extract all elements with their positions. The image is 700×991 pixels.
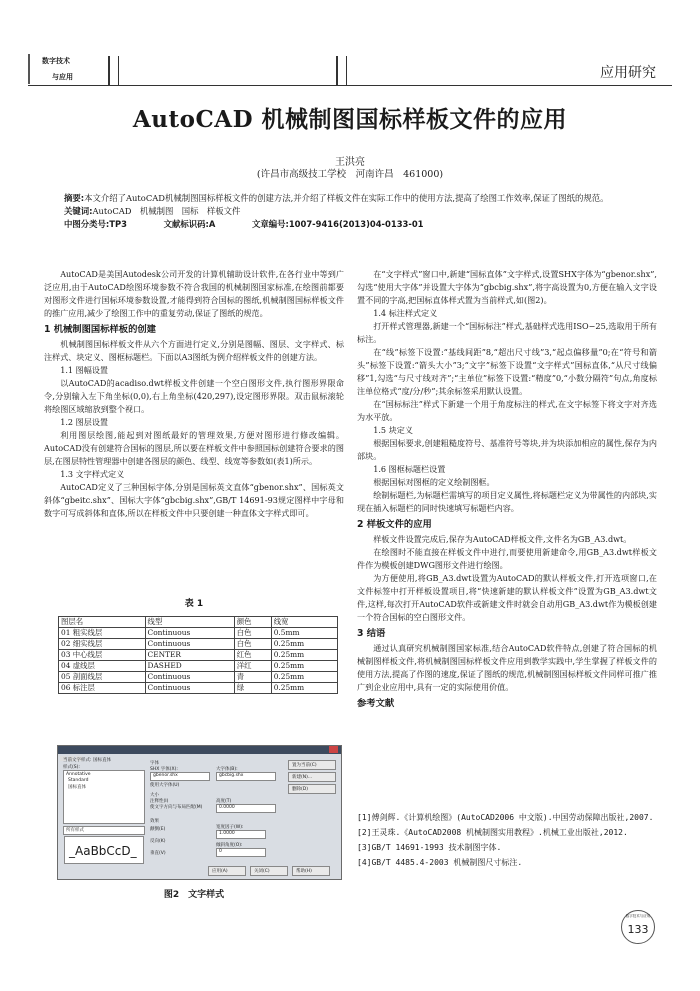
width-factor-value: 1.0000: [219, 831, 235, 836]
paragraph: 利用图层绘图,能起到对图纸最好的管理效果,方便对图形进行修改编辑。AutoCAD没有创建符合国标的图层,所以要在样板文件中参照国标创建符合要求的图层,在图层特性管理器中创建各图层的颜色、线型、线宽等参数如(表1)所示。: [44, 430, 344, 466]
style-item: 国标直体: [68, 785, 86, 790]
width-factor-label: 宽度因子(W):: [216, 825, 244, 830]
big-font-value: gbcbig.shx: [219, 773, 244, 778]
set-current-button: [288, 760, 336, 770]
subsection-heading: 1.6 图框标题栏设置: [373, 464, 446, 474]
section-heading: 3 结语: [357, 628, 386, 639]
styles-list: [63, 770, 145, 824]
table-cell: 洋红: [234, 661, 271, 672]
paragraph: 样板文件设置完成后,保存为AutoCAD样板文件,文件名为GB_A3.dwt。: [373, 534, 632, 544]
abstract-block: [44, 192, 656, 231]
paragraph: 根据国标要求,创建粗糙度符号、基准符号等块,并为块添加相应的属性,保存为内部块。: [357, 438, 657, 461]
header-divider: [108, 56, 119, 86]
layer-table: [58, 616, 338, 694]
table-cell: 0.25mm: [271, 672, 337, 683]
style-filter-value: 所有样式: [66, 828, 84, 833]
keywords-label: 关键词:: [64, 206, 93, 216]
table-header: 图层名: [59, 617, 146, 628]
style-item: Standard: [68, 778, 89, 783]
table-cell: 0.25mm: [271, 661, 337, 672]
table-cell: CENTER: [145, 650, 234, 661]
height-input: [216, 804, 276, 813]
paragraph: 为方便使用,将GB_A3.dwt设置为AutoCAD的默认样板文件,打开选项窗口,在文件标签中打开样板设置项目,将“快速新建的默认样板文件”设置为GB_A3.dwt文件,这样,每次打开AutoCAD软件或新建文件时就会自动用GB_A3.dwt作为模板创建一个符合国标的空白图形文件。: [357, 573, 657, 622]
table-row: [59, 672, 338, 683]
table-row: [59, 628, 338, 639]
header-rule: [28, 85, 672, 86]
paragraph: AutoCAD是美国Autodesk公司开发的计算机辅助设计软件,在各行业中等到广泛应用,由于AutoCAD绘图环境参数不符合我国的机械制图国家标准,在绘图前都要对图形文件进行国标环境参数设置,才能得到符合国标的图纸,机械制图国标样板文件的推广应用,减少了绘图工作中的重复劳动,保证了图纸的规范。: [44, 269, 344, 318]
oblique-input: [216, 848, 266, 857]
use-big-font-checkbox: 使用大字体(U): [150, 783, 180, 788]
table-header: 颜色: [234, 617, 271, 628]
shx-font-label: SHX 字体(X):: [150, 767, 178, 772]
paragraph: 在绘图时不能直接在样板文件中进行,而要使用新建命令,用GB_A3.dwt样板文件作为模板创建DWG图形文件进行绘图。: [357, 547, 657, 570]
references-heading: 参考文献: [357, 698, 395, 709]
upside-down-checkbox: 颠倒(E): [150, 827, 166, 832]
table-cell: 0.5mm: [271, 628, 337, 639]
help-label: 帮助(H): [296, 869, 312, 874]
keywords: [44, 205, 656, 218]
width-factor-input: [216, 830, 266, 839]
current-style: 当前文字样式: 国标直体: [63, 758, 111, 763]
paragraph: 以AutoCAD的acadiso.dwt样板文件创建一个空白图形文件,执行图形界限命令,分别输入左下角坐标(0,0),右上角坐标(420,297),设定图形界限。双击鼠标滚轮将绘图区域缩放到整个视口。: [44, 378, 344, 414]
style-filter-select: [63, 826, 145, 835]
paragraph: 在“国标标注”样式下新建一个用于角度标注的样式,在文字标签下将文字对齐选为水平放。: [357, 399, 657, 422]
close-button: [250, 866, 288, 876]
close-icon: [329, 746, 338, 753]
reference-item: [3]GB/T 14691-1993 技术制图字体.: [357, 843, 502, 852]
clc-label: 中图分类号:: [64, 219, 110, 229]
height-value: 0.0000: [219, 805, 235, 810]
table-cell: 05 剖面线层: [59, 672, 146, 683]
new-style-button: [288, 772, 336, 782]
table-cell: Continuous: [145, 672, 234, 683]
keywords-text: AutoCAD 机械制图 国标 样板文件: [92, 206, 241, 216]
logo-line2: 与应用: [52, 72, 73, 81]
subsection-heading: 1.2 图层设置: [60, 417, 109, 427]
journal-header: [28, 48, 672, 86]
style-item: Annotative: [66, 772, 91, 777]
paragraph: 机械制图国标样板文件从六个方面进行定义,分别是图幅、图层、文字样式、标注样式、块定义、图框标题栏。下面以A3图纸为例介绍样板文件的创建方法。: [44, 339, 344, 362]
table-caption: 表 1: [184, 599, 204, 609]
delete-style-label: 删除(D): [292, 787, 308, 792]
header-divider: [336, 56, 347, 86]
table-row: [59, 683, 338, 694]
badge-journal-name: 数字技术与应用: [625, 914, 651, 918]
table-cell: DASHED: [145, 661, 234, 672]
logo-line1: 数字技术: [42, 56, 70, 65]
help-button: [292, 866, 330, 876]
vertical-checkbox: 垂直(V): [150, 851, 166, 856]
table-cell: 06 标注层: [59, 683, 146, 694]
table-cell: 0.25mm: [271, 639, 337, 650]
doc-code-value: A: [208, 219, 216, 229]
height-label: 高度(T): [216, 799, 232, 804]
styles-label: 样式(S):: [63, 765, 80, 770]
paragraph: 打开样式管理器,新建一个“国标标注”样式,基础样式选用ISO−25,选取用于所有标注。: [357, 321, 657, 344]
apply-label: 应用(A): [212, 869, 228, 874]
paragraph: 在“线”标签下设置:“基线间距”8,“超出尺寸线”3,“起点偏移量”0;在“符号和箭头”标签下设置:“箭头大小”3;“文字”标签下设置“文字样式”国标直体,“从尺寸线偏移”1,勾选“与尺寸线对齐”;“主单位”标签下设置:“精度”0,“小数分隔符”句点,角度标注单位格式“度/分/秒”;其余标签采用默认设置。: [357, 347, 657, 396]
table-cell: 白色: [234, 639, 271, 650]
abstract-label: 摘要:: [64, 193, 85, 203]
clc: [64, 218, 127, 231]
article-no-value: 1007-9416(2013)04-0133-01: [288, 219, 424, 229]
table-row: [59, 650, 338, 661]
match-layout-checkbox: 使文字方向与布局匹配(M): [150, 805, 203, 810]
paragraph: 根据国标对图框的定义绘制图框。: [373, 477, 495, 487]
table-cell: 02 细实线层: [59, 639, 146, 650]
table-cell: 青: [234, 672, 271, 683]
journal-logo: [28, 54, 104, 84]
table-cell: 04 虚线层: [59, 661, 146, 672]
article-title: AutoCAD 机械制图国标样板文件的应用: [132, 106, 568, 133]
preview-box: _AaBbCcD_: [64, 836, 144, 864]
article-no-label: 文章编号:: [251, 219, 289, 229]
table-row: [59, 661, 338, 672]
table-cell: 白色: [234, 628, 271, 639]
doc-code: [164, 218, 216, 231]
table-cell: Continuous: [145, 628, 234, 639]
subsection-heading: 1.1 图幅设置: [60, 365, 109, 375]
table-header-row: [59, 617, 338, 628]
shx-font-value: gbenor.shx: [153, 773, 178, 778]
shx-font-select: [150, 772, 210, 781]
oblique-label: 倾斜角度(O):: [216, 843, 243, 848]
section-heading: 1 机械制图国标样板的创建: [44, 324, 156, 335]
table-cell: 01 粗实线层: [59, 628, 146, 639]
table-header: 线宽: [271, 617, 337, 628]
abstract: [44, 192, 656, 205]
backwards-checkbox: 反向(K): [150, 839, 166, 844]
page-number-badge: [621, 910, 655, 944]
reference-item: [4]GB/T 4485.4-2003 机械制图尺寸标注.: [357, 858, 523, 867]
big-font-select: [216, 772, 276, 781]
paragraph: AutoCAD定义了三种国标字体,分别是国标英文直体“gbenor.shx”、国标英文斜体“gbeitc.shx”、国标大字体“gbcbig.shx”,GB/T 14691-93规定图样中字母和数字可写成斜体和直体,所以在样板文件中只要创建一种直体文字样式即可。: [44, 482, 344, 518]
big-font-label: 大字体(B):: [216, 767, 238, 772]
font-group-label: 字体: [150, 761, 159, 766]
classification: [44, 218, 656, 231]
reference-list: [357, 811, 657, 871]
delete-style-button: [288, 784, 336, 794]
apply-button: [208, 866, 246, 876]
close-label: 关闭(C): [254, 869, 270, 874]
text-style-dialog-figure: [57, 745, 342, 880]
table-cell: 红色: [234, 650, 271, 661]
set-current-label: 置为当前(C): [292, 763, 317, 768]
article-no: [252, 218, 424, 231]
reference-item: [1]傅剑辉.《计算机绘图》(AutoCAD2006 中文版).中国劳动保障出版社,2007.: [357, 813, 654, 822]
section-heading: 2 样板文件的应用: [357, 519, 432, 530]
abstract-text: 本文介绍了AutoCAD机械制图国标样板文件的创建方法,并介绍了样板文件在实际工作中的使用方法,提高了绘图工作效率,保证了图纸的规范。: [84, 193, 609, 203]
table-header: 线型: [145, 617, 234, 628]
table-cell: 0.25mm: [271, 683, 337, 694]
new-style-label: 新建(N)...: [292, 775, 313, 780]
table-cell: Continuous: [145, 683, 234, 694]
subsection-heading: 1.3 文字样式定义: [60, 469, 125, 479]
reference-item: [2]王灵珠.《AutoCAD2008 机械制图实用教程》.机械工业出版社,2012.: [357, 828, 628, 837]
left-column: [44, 268, 344, 520]
subsection-heading: 1.4 标注样式定义: [373, 308, 438, 318]
size-group-label: 大小: [150, 793, 159, 798]
figure-caption: 图2 文字样式: [163, 890, 225, 900]
table-cell: Continuous: [145, 639, 234, 650]
page-number: 133: [627, 923, 649, 936]
oblique-value: 0: [219, 849, 222, 854]
paragraph: 在“文字样式”窗口中,新建“国标直体”文字样式,设置SHX字体为“gbenor.shx”,勾选“使用大字体”并设置大字体为“gbcbig.shx”,将字高设置为0,方便在输入文字设置不同的字高,把国标直体样式置为当前样式,如(图2)。: [357, 269, 657, 305]
paragraph: 绘制标题栏,为标题栏需填写的项目定义属性,将标题栏定义为带属性的内部块,实现在插入标题栏的同时快速填写标题栏内容。: [357, 490, 657, 513]
annotative-checkbox: 注释性(I): [150, 799, 169, 804]
paragraph: 通过认真研究机械制图国家标准,结合AutoCAD软件特点,创建了符合国标的机械制图样板文件,将机械制图国标样板文件应用到教学实践中,学生掌握了样板文件的使用方法,提高了作图的速度,保证了图纸的规范,机械制图国标样板文件同样可推广推广到企业应用中,具有一定的实际使用价值。: [357, 643, 657, 692]
author: 王洪亮: [335, 157, 365, 168]
table-cell: 绿: [234, 683, 271, 694]
dialog-titlebar: [58, 746, 341, 754]
section-name: 应用研究: [600, 65, 656, 81]
doc-code-label: 文献标识码:: [163, 219, 209, 229]
table-cell: 03 中心线层: [59, 650, 146, 661]
table-row: [59, 639, 338, 650]
effects-group-label: 效果: [150, 819, 159, 824]
subsection-heading: 1.5 块定义: [373, 425, 413, 435]
clc-value: TP3: [109, 219, 127, 229]
table-cell: 0.25mm: [271, 650, 337, 661]
right-column: [357, 268, 657, 712]
affiliation: (许昌市高级技工学校 河南许昌 461000): [256, 169, 444, 180]
